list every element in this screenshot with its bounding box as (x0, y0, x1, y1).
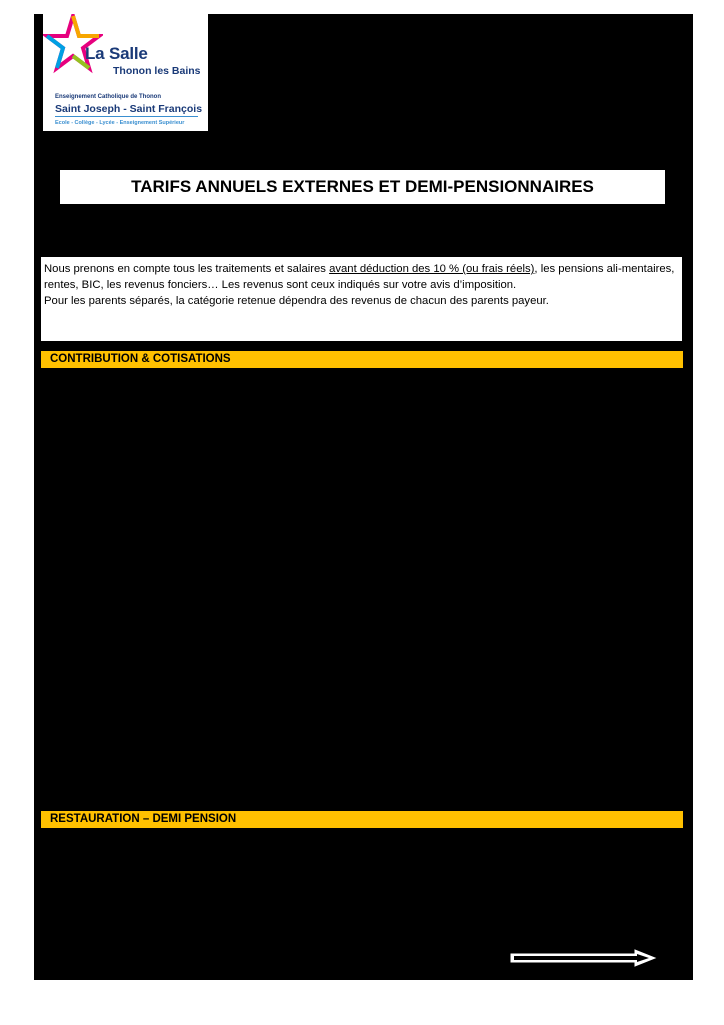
section-header-contribution: CONTRIBUTION & COTISATIONS (41, 351, 683, 368)
intro-paragraph-2: Pour les parents séparés, la catégorie retenue dépendra des revenus de chacun des parents payeur. (44, 295, 549, 307)
intro-p1-after: , les pensions ali-mentaires, rentes, BIC, les revenus fonciers… Les revenus sont ceux indiqués sur votre avis d’imposition. (44, 263, 675, 291)
logo-line-2: Saint Joseph - Saint François (55, 103, 203, 115)
section-header-restauration: RESTAURATION – DEMI PENSION (41, 811, 683, 828)
logo-divider (55, 116, 198, 117)
right-arrow-icon[interactable] (509, 949, 657, 967)
logo-line-1: Enseignement Catholique de Thonon (55, 94, 162, 100)
logo-line-3: Ecole - Collège - Lycée - Enseignement Supérieur (55, 120, 185, 126)
intro-p1-before: Nous prenons en compte tous les traitements et salaires (44, 263, 330, 275)
intro-text-box (41, 257, 682, 341)
page-title: TARIFS ANNUELS EXTERNES ET DEMI-PENSIONNAIRES (60, 170, 665, 204)
logo-city: Thonon les Bains (113, 65, 201, 77)
intro-p1-underlined: avant déduction des 10 % (ou frais réels) (329, 263, 535, 275)
intro-paragraph-1 (44, 261, 679, 293)
page-content-area (34, 14, 693, 980)
logo-name: La Salle (85, 44, 148, 63)
school-logo (43, 14, 208, 131)
